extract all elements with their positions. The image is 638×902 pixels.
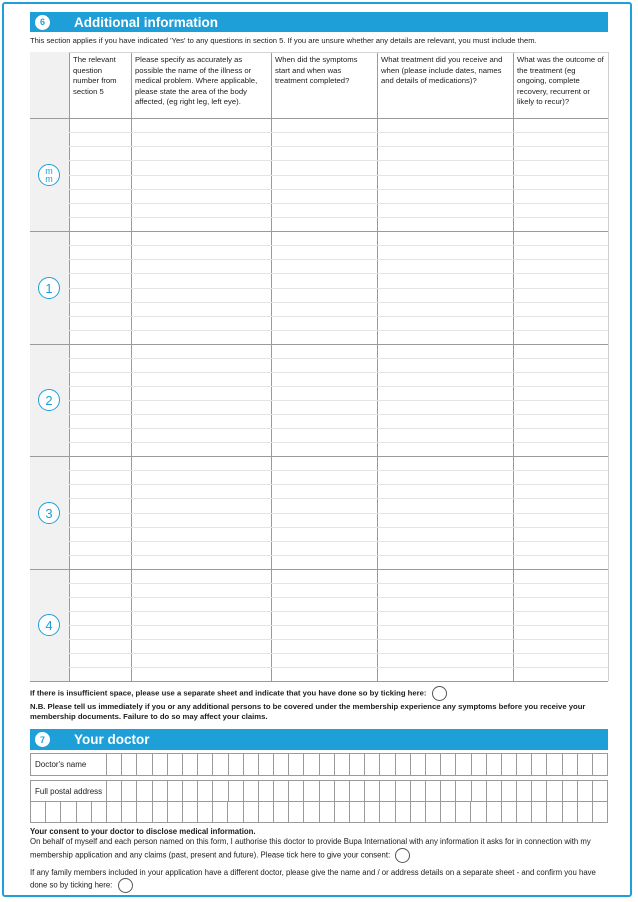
character-box[interactable] (183, 781, 198, 801)
character-box[interactable] (563, 754, 578, 775)
character-box[interactable] (304, 754, 319, 775)
writing-line (69, 597, 608, 598)
character-box[interactable] (229, 754, 244, 775)
family-doctor-text: If any family members included in your application have a different doctor, please give the name and / or address details on a separate sheet - and confirm you have done so by ticking here: (30, 868, 596, 890)
family-doctor-paragraph (30, 868, 608, 893)
character-box[interactable] (107, 802, 122, 822)
column-header-illness: Please specify as accurately as possible the name of the illness or medical problem. Where applicable, please state the area of the body affected, (eg right leg, left eye). (135, 55, 258, 107)
character-box[interactable] (198, 802, 213, 822)
section-6-number: 6 (35, 15, 50, 30)
column-header-outcome: What was the outcome of the treatment (eg ongoing, complete recovery, recurrent or likely to recur)? (517, 55, 604, 107)
writing-line (69, 498, 608, 499)
character-box[interactable] (517, 754, 532, 775)
row-label-1: 1 (38, 277, 60, 299)
section-7-title: Your doctor (74, 732, 150, 747)
writing-line (69, 527, 608, 528)
character-box[interactable] (456, 781, 471, 801)
character-box[interactable] (244, 754, 259, 775)
character-box[interactable] (289, 802, 304, 822)
row-label-main-member-bottom: m (45, 174, 53, 184)
row-label-main-member (38, 164, 60, 186)
row-label-main-member-top: m (45, 166, 53, 176)
character-box[interactable] (563, 781, 578, 801)
character-box[interactable] (593, 802, 607, 822)
character-box[interactable] (471, 802, 486, 822)
character-box[interactable] (365, 781, 380, 801)
character-box[interactable] (137, 781, 152, 801)
writing-line (69, 442, 608, 443)
writing-line (69, 667, 608, 668)
character-box[interactable] (137, 754, 152, 775)
character-box[interactable] (213, 802, 228, 822)
character-box[interactable] (259, 781, 274, 801)
character-box[interactable] (92, 802, 107, 822)
character-box[interactable] (213, 754, 228, 775)
character-box[interactable] (517, 802, 532, 822)
character-box[interactable] (487, 802, 502, 822)
writing-line (69, 583, 608, 584)
character-box[interactable] (593, 754, 607, 775)
character-box[interactable] (517, 781, 532, 801)
character-box[interactable] (335, 802, 350, 822)
character-box[interactable] (259, 754, 274, 775)
character-box[interactable] (472, 754, 487, 775)
writing-line (69, 288, 608, 289)
postal-address-field[interactable] (30, 780, 608, 823)
insufficient-space-text: If there is insufficient space, please use a separate sheet and indicate that you have done so by ticking here: (30, 688, 427, 698)
character-box[interactable] (168, 802, 183, 822)
character-box[interactable] (578, 802, 593, 822)
separate-sheet-tickbox[interactable] (432, 686, 447, 701)
character-box[interactable] (563, 802, 578, 822)
insufficient-space-note (30, 686, 447, 701)
writing-line (69, 428, 608, 429)
writing-line (69, 555, 608, 556)
row-label-strip (30, 52, 69, 681)
row-label-3: 3 (38, 502, 60, 524)
writing-line (69, 132, 608, 133)
writing-line (69, 541, 608, 542)
character-box[interactable] (274, 754, 289, 775)
writing-line (69, 358, 608, 359)
writing-line (69, 372, 608, 373)
writing-line (69, 316, 608, 317)
writing-line (69, 653, 608, 654)
character-box[interactable] (244, 781, 259, 801)
character-box[interactable] (183, 802, 198, 822)
character-box[interactable] (183, 754, 198, 775)
character-box[interactable] (456, 754, 471, 775)
row-divider (30, 681, 608, 682)
character-box[interactable] (77, 802, 92, 822)
writing-line (69, 625, 608, 626)
character-box[interactable] (335, 781, 350, 801)
character-box[interactable] (350, 802, 365, 822)
character-box[interactable] (153, 802, 168, 822)
character-box[interactable] (304, 802, 319, 822)
character-box[interactable] (259, 802, 274, 822)
writing-line (69, 217, 608, 218)
character-box[interactable] (153, 754, 168, 775)
character-box[interactable] (380, 754, 395, 775)
table-top-border (69, 52, 608, 53)
character-box[interactable] (426, 781, 441, 801)
writing-line (69, 484, 608, 485)
section-6-header (30, 12, 608, 32)
character-box[interactable] (426, 802, 441, 822)
consent-text: On behalf of myself and each person named on this form, I authorise this doctor to provide Bupa International with any information it asks for in connection with my membership application and any claims (past, present and future). Please tick here to give your consent: (30, 837, 591, 860)
character-box[interactable] (426, 754, 441, 775)
character-box[interactable] (365, 754, 380, 775)
character-box[interactable] (547, 802, 562, 822)
character-box[interactable] (350, 781, 365, 801)
character-box[interactable] (350, 754, 365, 775)
character-box[interactable] (472, 781, 487, 801)
character-box[interactable] (107, 781, 122, 801)
doctor-name-boxes[interactable] (107, 754, 607, 775)
writing-line (69, 245, 608, 246)
writing-line (69, 330, 608, 331)
character-box[interactable] (411, 754, 426, 775)
character-box[interactable] (137, 802, 152, 822)
character-box[interactable] (168, 754, 183, 775)
character-box[interactable] (547, 781, 562, 801)
character-box[interactable] (198, 781, 213, 801)
row-divider (30, 456, 608, 457)
character-box[interactable] (168, 781, 183, 801)
writing-line (69, 414, 608, 415)
row-divider (30, 118, 608, 119)
character-box[interactable] (456, 802, 471, 822)
section-6-title: Additional information (74, 14, 218, 30)
character-box[interactable] (502, 754, 517, 775)
row-label-4: 4 (38, 614, 60, 636)
section-6-intro: This section applies if you have indicated 'Yes' to any questions in section 5. If you are unsure whether any details are relevant, you must include them. (30, 36, 537, 45)
character-box[interactable] (380, 781, 395, 801)
doctor-name-label: Doctor's name (31, 754, 107, 775)
postal-address-boxes-line-2[interactable] (31, 802, 607, 822)
doctor-name-field[interactable] (30, 753, 608, 776)
character-box[interactable] (411, 781, 426, 801)
writing-line (69, 203, 608, 204)
character-box[interactable] (122, 754, 137, 775)
character-box[interactable] (396, 802, 411, 822)
character-box[interactable] (198, 754, 213, 775)
writing-line (69, 611, 608, 612)
character-box[interactable] (304, 781, 319, 801)
writing-line (69, 639, 608, 640)
character-box[interactable] (274, 802, 289, 822)
nb-note: N.B. Please tell us immediately if you or any additional persons to be covered under the membership experience any symptoms before you receive your membership documents. Failure to do so may affect your claims. (30, 702, 586, 721)
character-box[interactable] (578, 754, 593, 775)
character-box[interactable] (411, 802, 426, 822)
character-box[interactable] (578, 781, 593, 801)
character-box[interactable] (487, 754, 502, 775)
character-box[interactable] (320, 781, 335, 801)
character-box[interactable] (153, 781, 168, 801)
row-divider (30, 344, 608, 345)
character-box[interactable] (441, 754, 456, 775)
writing-line (69, 470, 608, 471)
postal-address-boxes-line-1[interactable] (107, 781, 607, 801)
character-box[interactable] (46, 802, 61, 822)
row-divider (30, 231, 608, 232)
character-box[interactable] (441, 781, 456, 801)
character-box[interactable] (31, 802, 46, 822)
character-box[interactable] (107, 754, 122, 775)
character-box[interactable] (532, 781, 547, 801)
writing-line (69, 189, 608, 190)
character-box[interactable] (502, 802, 517, 822)
character-box[interactable] (532, 802, 547, 822)
character-box[interactable] (320, 802, 335, 822)
column-header-treatment: What treatment did you receive and when (please include dates, names and details of medications)? (381, 55, 503, 86)
column-divider (608, 52, 609, 681)
character-box[interactable] (365, 802, 380, 822)
character-box[interactable] (289, 781, 304, 801)
additional-info-table (30, 52, 608, 681)
section-7-number: 7 (35, 732, 50, 747)
writing-line (69, 400, 608, 401)
section-7-header (30, 729, 608, 750)
character-box[interactable] (244, 802, 259, 822)
character-box[interactable] (122, 802, 137, 822)
consent-paragraph (30, 827, 608, 863)
character-box[interactable] (320, 754, 335, 775)
column-header-question-number: The relevant question number from section 5 (73, 55, 117, 96)
writing-line (69, 160, 608, 161)
family-doctor-tickbox[interactable] (118, 878, 133, 893)
character-box[interactable] (274, 781, 289, 801)
character-box[interactable] (213, 781, 228, 801)
consent-heading: Your consent to your doctor to disclose medical information. (30, 827, 256, 836)
character-box[interactable] (593, 781, 607, 801)
postal-address-label: Full postal address (31, 781, 107, 801)
character-box[interactable] (61, 802, 76, 822)
consent-tickbox[interactable] (395, 848, 410, 863)
character-box[interactable] (532, 754, 547, 775)
row-divider (30, 569, 608, 570)
character-box[interactable] (122, 781, 137, 801)
row-label-2: 2 (38, 389, 60, 411)
character-box[interactable] (335, 754, 350, 775)
character-box[interactable] (487, 781, 502, 801)
character-box[interactable] (502, 781, 517, 801)
writing-line (69, 513, 608, 514)
writing-line (69, 302, 608, 303)
character-box[interactable] (441, 802, 456, 822)
character-box[interactable] (228, 802, 243, 822)
character-box[interactable] (396, 781, 411, 801)
character-box[interactable] (380, 802, 395, 822)
column-header-symptom-dates: When did the symptoms start and when was treatment completed? (275, 55, 358, 86)
character-box[interactable] (396, 754, 411, 775)
writing-line (69, 273, 608, 274)
writing-line (69, 175, 608, 176)
character-box[interactable] (229, 781, 244, 801)
writing-line (69, 386, 608, 387)
writing-line (69, 146, 608, 147)
writing-line (69, 259, 608, 260)
character-box[interactable] (289, 754, 304, 775)
character-box[interactable] (547, 754, 562, 775)
